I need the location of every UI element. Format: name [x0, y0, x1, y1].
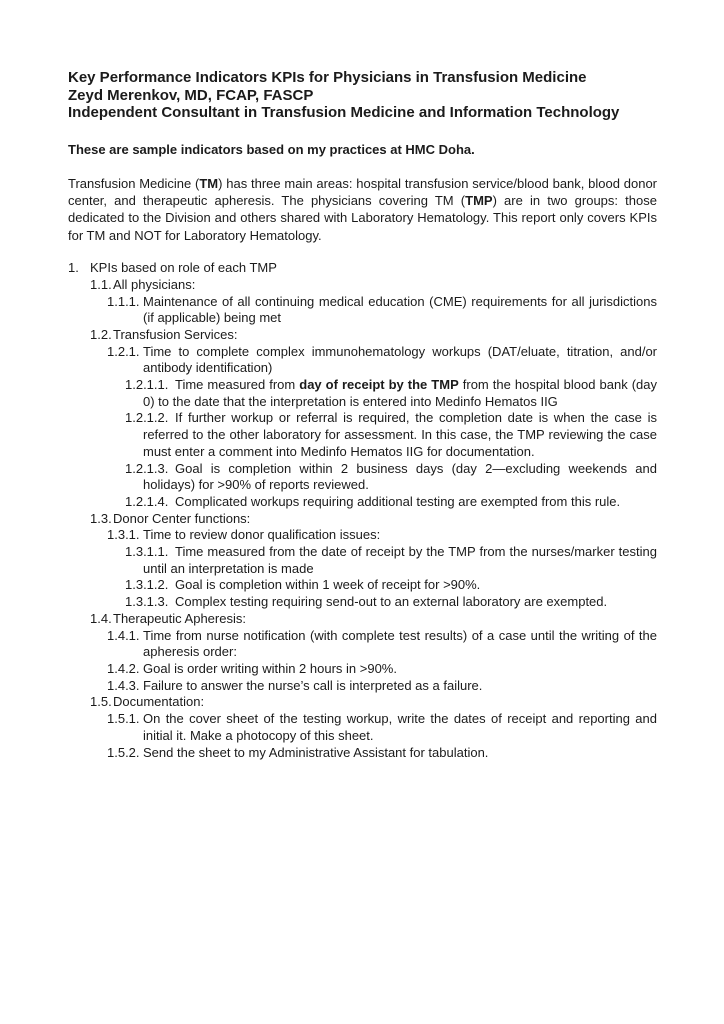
- list-item: [68, 611, 657, 628]
- list-item-text: [113, 511, 250, 526]
- text-run: Time to review donor qualification issues:: [143, 527, 381, 543]
- list-item: [68, 628, 657, 661]
- list-item: [68, 544, 657, 577]
- list-item-number: 1.2.1.1.: [125, 377, 169, 393]
- list-item-text: [113, 277, 195, 292]
- list-item: [68, 694, 657, 711]
- list-item-number: 1.: [68, 260, 79, 276]
- list-item-text: [90, 260, 277, 275]
- list-item-text: [143, 745, 488, 760]
- text-run: All physicians:: [113, 276, 196, 292]
- list-item-number: 1.2.: [90, 326, 112, 342]
- list-item-text: [143, 527, 380, 542]
- text-run: Documentation:: [113, 694, 205, 710]
- text-run: Send the sheet to my Administrative Assistant for tabulation.: [143, 744, 489, 760]
- text-run: Time measured from: [175, 377, 300, 393]
- text-run: Donor Center functions:: [113, 510, 251, 526]
- list-item-number: 1.4.1.: [107, 627, 140, 643]
- text-run: Goal is order writing within 2 hours in >90%.: [143, 661, 397, 676]
- list-item-number: 1.3.1.: [107, 527, 140, 543]
- list-item: [68, 327, 657, 344]
- list-item-number: 1.5.: [90, 694, 112, 710]
- list-item-text: [113, 327, 238, 342]
- text-run: Complicated workups requiring additional testing are exempted from this rule.: [175, 493, 621, 509]
- list-item-number: 1.5.2.: [107, 744, 140, 760]
- list-item: [68, 294, 657, 327]
- list-item-number: 1.2.1.: [107, 343, 140, 359]
- text-run: Transfusion Medicine (: [68, 175, 200, 191]
- list-item: [68, 511, 657, 528]
- list-item-text: [143, 461, 657, 493]
- list-item-number: 1.3.: [90, 510, 112, 526]
- document-title: Key Performance Indicators KPIs for Physicians in Transfusion Medicine: [68, 69, 587, 86]
- list-item: [68, 745, 657, 762]
- list-item-text: [143, 544, 657, 576]
- list-item-number: 1.3.1.2.: [125, 577, 169, 593]
- list-item: [68, 277, 657, 294]
- list-item-number: 1.4.: [90, 610, 112, 626]
- text-run: Goal is completion within 2 business days (day 2—excluding weekends and holidays) for >90% of reports reviewed.: [143, 460, 657, 493]
- list-item-text: [175, 494, 620, 509]
- list-item-number: 1.3.1.1.: [125, 544, 169, 560]
- list-item: [68, 661, 657, 678]
- list-item: [68, 527, 657, 544]
- list-item-number: 1.1.1.: [107, 293, 140, 309]
- list-item-number: 1.2.1.3.: [125, 460, 169, 476]
- list-item: [68, 577, 657, 594]
- list-item-text: [143, 377, 657, 409]
- list-item-text: [113, 694, 204, 709]
- document-header: [68, 69, 657, 122]
- intro-paragraph: [68, 175, 657, 245]
- text-run: KPIs based on role of each TMP: [90, 260, 277, 276]
- list-item-number: 1.2.1.2.: [125, 410, 169, 426]
- author-affiliation: Independent Consultant in Transfusion Medicine and Information Technology: [68, 104, 620, 121]
- bold-text-run: day of receipt by the TMP: [299, 377, 459, 393]
- author-name: Zeyd Merenkov, MD, FCAP, FASCP: [68, 86, 314, 104]
- list-item-text: [143, 711, 657, 743]
- list-item-text: [143, 661, 397, 676]
- text-run: from the hospital blood bank (day 0) to the date that the interpretation is entered into Medinfo Hematos IIG: [143, 377, 657, 409]
- text-run: On the cover sheet of the testing workup, write the dates of receipt and reporting and initial it. Make a photocopy of this sheet.: [143, 711, 657, 743]
- text-run: Time measured from the date of receipt by the TMP from the nurses/marker testing until an interpretation is made: [143, 544, 657, 576]
- list-item: [68, 410, 657, 460]
- text-run: ) are in two groups: those dedicated to the Division and others shared with Laboratory Hematology. This report only covers KPIs for TM and NOT for Laboratory Hematology.: [68, 192, 657, 243]
- list-item-text: [143, 678, 482, 693]
- list-item-number: 1.5.1.: [107, 711, 140, 727]
- list-item-number: 1.3.1.3.: [125, 594, 169, 610]
- list-item: [68, 594, 657, 611]
- list-item: [68, 461, 657, 494]
- kpi-list: [68, 260, 657, 761]
- list-item-text: [175, 577, 480, 592]
- bold-text-run: TM: [199, 175, 219, 191]
- list-item-text: [143, 628, 657, 660]
- list-item: [68, 494, 657, 511]
- list-item: [68, 377, 657, 410]
- list-item-number: 1.4.2.: [107, 661, 140, 676]
- text-run: Therapeutic Apheresis:: [113, 610, 246, 626]
- text-run: Time to complete complex immunohematology workups (DAT/eluate, titration, and/or antibody identification): [143, 343, 657, 376]
- list-item-text: [143, 344, 657, 376]
- list-item: [68, 344, 657, 377]
- list-item-number: 1.4.3.: [107, 677, 140, 693]
- text-run: Goal is completion within 1 week of receipt for >90%.: [175, 577, 481, 593]
- list-item-number: 1.1.: [90, 276, 112, 292]
- text-run: Time from nurse notification (with complete test results) of a case until the writing of the apheresis order:: [143, 627, 657, 660]
- text-run: Failure to answer the nurse’s call is interpreted as a failure.: [143, 677, 483, 693]
- text-run: Maintenance of all continuing medical education (CME) requirements for all jurisdictions (if applicable) being met: [143, 293, 657, 326]
- text-run: Complex testing requiring send-out to an external laboratory are exempted.: [175, 594, 608, 610]
- text-run: Transfusion Services:: [113, 326, 238, 342]
- list-item-text: [143, 410, 657, 458]
- list-item-text: [175, 594, 607, 609]
- sample-note: These are sample indicators based on my practices at HMC Doha.: [68, 141, 475, 157]
- list-item-number: 1.2.1.4.: [125, 493, 169, 509]
- list-item: [68, 678, 657, 695]
- text-run: If further workup or referral is required, the completion date is when the case is referred to the other laboratory for assessment. In this case, the TMP reviewing the case must enter a comment into Medinfo Hematos IIG for documentation.: [143, 410, 657, 459]
- list-item: [68, 711, 657, 744]
- bold-text-run: TMP: [465, 192, 493, 208]
- text-run: ) has three main areas: hospital transfusion service/blood bank, blood donor center, and therapeutic apheresis. The physicians covering TM (: [68, 175, 658, 208]
- list-item: [68, 260, 657, 277]
- list-item-text: [143, 294, 657, 326]
- list-item-text: [113, 611, 246, 626]
